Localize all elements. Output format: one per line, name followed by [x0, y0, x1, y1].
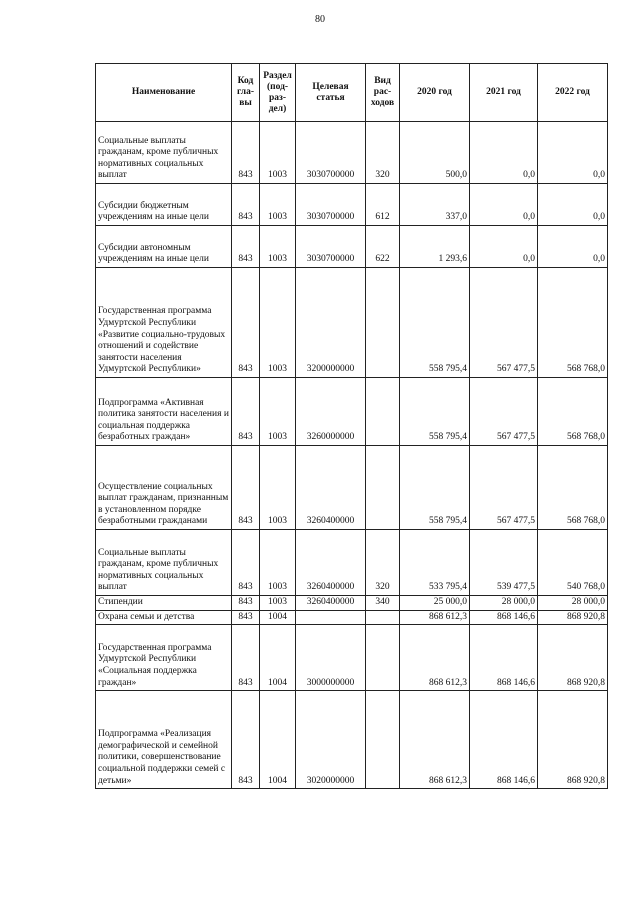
header-chapter: Код гла- вы: [232, 64, 260, 122]
row-chapter: 843: [232, 184, 260, 226]
row-section: 1003: [260, 596, 296, 611]
row-value-2020: 558 795,4: [400, 378, 470, 446]
row-article: 3260400000: [296, 530, 366, 596]
row-value-2020: 868 612,3: [400, 691, 470, 789]
row-value-2022: 568 768,0: [538, 268, 608, 378]
row-value-2020: 868 612,3: [400, 610, 470, 625]
row-article: [296, 610, 366, 625]
row-value-2022: 0,0: [538, 226, 608, 268]
row-section: 1003: [260, 184, 296, 226]
row-value-2021: 868 146,6: [470, 625, 538, 691]
row-name: Охрана семьи и детства: [96, 610, 232, 625]
row-chapter: 843: [232, 268, 260, 378]
row-expense-type: [366, 446, 400, 530]
row-expense-type: [366, 625, 400, 691]
row-value-2021: 0,0: [470, 122, 538, 184]
row-value-2022: 0,0: [538, 184, 608, 226]
row-value-2021: 868 146,6: [470, 610, 538, 625]
table-row: [96, 596, 608, 611]
row-chapter: 843: [232, 610, 260, 625]
row-expense-type: [366, 268, 400, 378]
row-value-2022: 868 920,8: [538, 691, 608, 789]
row-name: Осуществление социальных выплат гражданам, признанным в установленном порядке безработными гражданами: [96, 446, 232, 530]
row-chapter: 843: [232, 596, 260, 611]
row-value-2022: 28 000,0: [538, 596, 608, 611]
row-name: Государственная программа Удмуртской Республики «Социальная поддержка граждан»: [96, 625, 232, 691]
row-article: 3260400000: [296, 446, 366, 530]
table-row: [96, 268, 608, 378]
row-value-2020: 558 795,4: [400, 446, 470, 530]
row-section: 1003: [260, 268, 296, 378]
row-value-2021: 567 477,5: [470, 378, 538, 446]
row-name: Стипендии: [96, 596, 232, 611]
table-row: [96, 625, 608, 691]
row-expense-type: 320: [366, 530, 400, 596]
row-chapter: 843: [232, 691, 260, 789]
row-section: 1003: [260, 122, 296, 184]
row-value-2021: 567 477,5: [470, 268, 538, 378]
row-value-2020: 558 795,4: [400, 268, 470, 378]
row-value-2022: 568 768,0: [538, 446, 608, 530]
row-article: 3030700000: [296, 122, 366, 184]
header-year-2020: 2020 год: [400, 64, 470, 122]
row-section: 1003: [260, 378, 296, 446]
row-value-2022: 568 768,0: [538, 378, 608, 446]
row-name: Социальные выплаты гражданам, кроме публичных нормативных социальных выплат: [96, 530, 232, 596]
row-value-2021: 0,0: [470, 226, 538, 268]
row-name: Подпрограмма «Активная политика занятости населения и социальная поддержка безработных граждан»: [96, 378, 232, 446]
header-section: Раздел (под- раз- дел): [260, 64, 296, 122]
budget-table: [95, 63, 608, 789]
row-article: 3030700000: [296, 226, 366, 268]
row-article: 3260400000: [296, 596, 366, 611]
table-row: [96, 122, 608, 184]
row-expense-type: 622: [366, 226, 400, 268]
row-chapter: 843: [232, 226, 260, 268]
row-section: 1003: [260, 226, 296, 268]
row-expense-type: 320: [366, 122, 400, 184]
row-name: Субсидии бюджетным учреждениям на иные цели: [96, 184, 232, 226]
row-value-2020: 337,0: [400, 184, 470, 226]
row-value-2021: 567 477,5: [470, 446, 538, 530]
row-value-2022: 540 768,0: [538, 530, 608, 596]
header-year-2022: 2022 год: [538, 64, 608, 122]
row-chapter: 843: [232, 530, 260, 596]
row-article: 3030700000: [296, 184, 366, 226]
table-row: [96, 446, 608, 530]
row-value-2021: 868 146,6: [470, 691, 538, 789]
header-expense-type: Вид рас- ходов: [366, 64, 400, 122]
row-value-2020: 1 293,6: [400, 226, 470, 268]
row-value-2020: 500,0: [400, 122, 470, 184]
row-article: 3200000000: [296, 268, 366, 378]
row-article: 3020000000: [296, 691, 366, 789]
row-article: 3260000000: [296, 378, 366, 446]
row-expense-type: 340: [366, 596, 400, 611]
header-year-2021: 2021 год: [470, 64, 538, 122]
table-row: [96, 610, 608, 625]
row-name: Государственная программа Удмуртской Республики «Развитие социально-трудовых отношений и содействие занятости населения Удмуртской Республики»: [96, 268, 232, 378]
row-expense-type: [366, 378, 400, 446]
row-name: Субсидии автономным учреждениям на иные цели: [96, 226, 232, 268]
row-article: 3000000000: [296, 625, 366, 691]
header-article: Целевая статья: [296, 64, 366, 122]
page-number: 80: [315, 14, 325, 25]
table-row: [96, 691, 608, 789]
row-value-2021: 0,0: [470, 184, 538, 226]
row-name: Подпрограмма «Реализация демографической и семейной политики, совершенствование социальной поддержки семей с детьми»: [96, 691, 232, 789]
row-name: Социальные выплаты гражданам, кроме публичных нормативных социальных выплат: [96, 122, 232, 184]
row-value-2020: 25 000,0: [400, 596, 470, 611]
row-chapter: 843: [232, 378, 260, 446]
header-name: Наименование: [96, 64, 232, 122]
row-chapter: 843: [232, 446, 260, 530]
row-value-2021: 539 477,5: [470, 530, 538, 596]
row-value-2022: 0,0: [538, 122, 608, 184]
row-expense-type: 612: [366, 184, 400, 226]
row-section: 1003: [260, 446, 296, 530]
row-value-2020: 533 795,4: [400, 530, 470, 596]
table-header-row: [96, 64, 608, 122]
table-row: [96, 226, 608, 268]
table-row: [96, 184, 608, 226]
row-value-2022: 868 920,8: [538, 625, 608, 691]
row-value-2021: 28 000,0: [470, 596, 538, 611]
table-row: [96, 530, 608, 596]
row-section: 1003: [260, 530, 296, 596]
row-chapter: 843: [232, 122, 260, 184]
table-row: [96, 378, 608, 446]
row-chapter: 843: [232, 625, 260, 691]
row-section: 1004: [260, 610, 296, 625]
row-expense-type: [366, 610, 400, 625]
row-value-2022: 868 920,8: [538, 610, 608, 625]
row-section: 1004: [260, 691, 296, 789]
row-value-2020: 868 612,3: [400, 625, 470, 691]
row-section: 1004: [260, 625, 296, 691]
row-expense-type: [366, 691, 400, 789]
